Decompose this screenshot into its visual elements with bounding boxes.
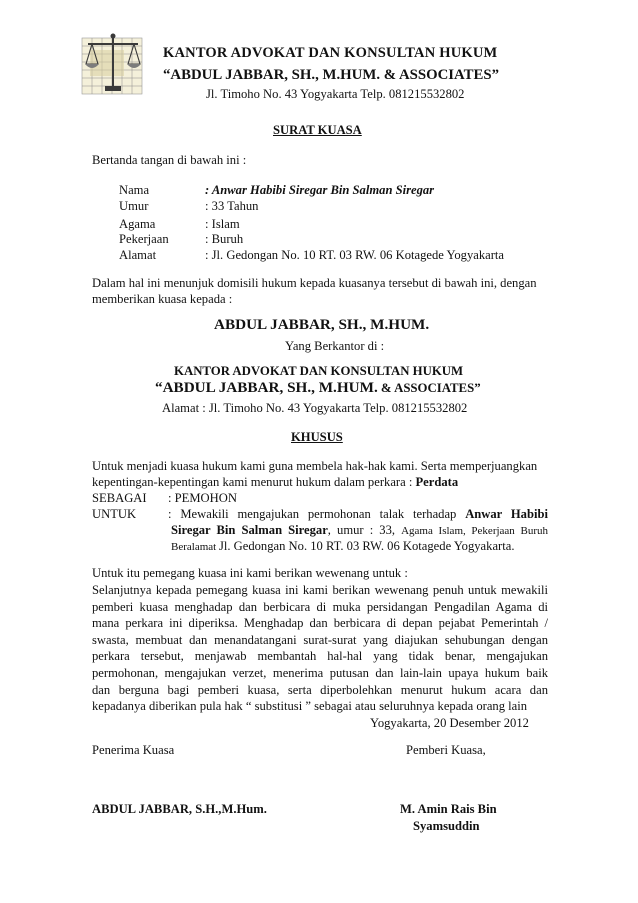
authority-line: permohonan, mengajukan verzet, menerima putusan dan lain-lain upaya hukum baik [92,665,548,680]
alamat-label: Alamat [119,248,157,262]
purpose-line-2: kepentingan-kepentingan kami menurut hukum dalam perkara : Perdata [92,475,459,489]
agama-label: Agama [119,217,156,231]
purpose-line-1: Untuk menjadi kuasa hukum kami guna membela hak-hak kami. Serta memperjuangkan [92,459,538,473]
pekerjaan-label: Pekerjaan [119,232,169,246]
domicile-line-2: memberikan kuasa kepada : [92,292,233,306]
grantee-office-intro: Yang Berkantor di : [285,339,385,353]
authority-line: dan berguna bagi pemberi kuasa, serta diperbolehkan menurut hukum acara dan [92,682,548,697]
agama-value: : Islam [205,217,240,231]
domicile-line-1: Dalam hal ini menunjuk domisili hukum kepada kuasanya tersebut di bawah ini, dengan [92,276,537,290]
scales-of-justice-icon [80,30,146,100]
grantee-firm-full: “ABDUL JABBAR, SH., M.HUM. & ASSOCIATES” [155,379,481,396]
pekerjaan-value: : Buruh [205,232,244,246]
penerima-name: ABDUL JABBAR, S.H.,M.Hum. [92,802,267,816]
authority-line: swasta, membuat dan menandatangani surat-surat yang diajukan sehubungan dengan [92,632,548,647]
intro-text: Bertanda tangan di bawah ini : [92,153,247,167]
grantee-name: ABDUL JABBAR, SH., M.HUM. [214,316,430,333]
grantee-address: Alamat : Jl. Timoho No. 43 Yogyakarta Telp. 081215532802 [162,401,468,415]
authority-line: pemberi kuasa menghadap dan berbicara di muka persidangan Pengadilan Agama di [92,599,548,614]
authority-line: Selanjutnya kepada pemegang kuasa ini kami berikan wewenang penuh untuk mewakili [92,583,548,597]
document-title: SURAT KUASA [273,123,362,137]
khusus-heading: KHUSUS [291,430,343,444]
untuk-line-2: Siregar Bin Salman Siregar, umur : 33, Agama Islam, Pekerjaan Buruh [171,523,548,537]
authority-line: kepadanya diberikan pula hak “ substitusi ” sebagai atau seluruhnya kepada orang lain [92,699,528,714]
letterhead-firm-full: “ABDUL JABBAR, SH., M.HUM. & ASSOCIATES” [163,67,499,83]
penerima-label: Penerima Kuasa [92,743,175,757]
authority-paragraph [92,582,548,715]
grantee-firm-name: KANTOR ADVOKAT DAN KONSULTAN HUKUM [174,364,464,378]
pemberi-name-line-1: M. Amin Rais Bin [400,802,497,816]
umur-label: Umur [119,199,149,213]
sebagai-label: SEBAGAI [92,491,147,505]
pemberi-label: Pemberi Kuasa, [406,743,486,757]
umur-value: : 33 Tahun [205,199,259,213]
authority-line: mana perkara ini diperiksa. Menghadap dan berbicara di depan pejabat Pemerintah / [92,616,548,631]
untuk-label: UNTUK [92,507,137,521]
untuk-line-1: : Mewakili mengajukan permohonan talak terhadap Anwar Habibi [168,507,548,521]
letterhead-firm-name: KANTOR ADVOKAT DAN KONSULTAN HUKUM [163,45,498,61]
place-date: Yogyakarta, 20 Desember 2012 [370,716,529,730]
authority-intro: Untuk itu pemegang kuasa ini kami berikan wewenang untuk : [92,566,408,580]
nama-value: : Anwar Habibi Siregar Bin Salman Siregar [205,183,435,197]
sebagai-value: : PEMOHON [168,491,237,505]
alamat-value: : Jl. Gedongan No. 10 RT. 03 RW. 06 Kotagede Yogyakarta [205,248,505,262]
untuk-line-3: Beralamat Jl. Gedongan No. 10 RT. 03 RW. 06 Kotagede Yogyakarta. [171,539,515,553]
authority-line: perkara tersebut, menjawab membantah hal-hal yang tidak benar, mengajukan [92,649,548,664]
pemberi-name-line-2: Syamsuddin [413,819,480,833]
letterhead-address: Jl. Timoho No. 43 Yogyakarta Telp. 081215532802 [206,87,465,101]
nama-label: Nama [119,183,150,197]
